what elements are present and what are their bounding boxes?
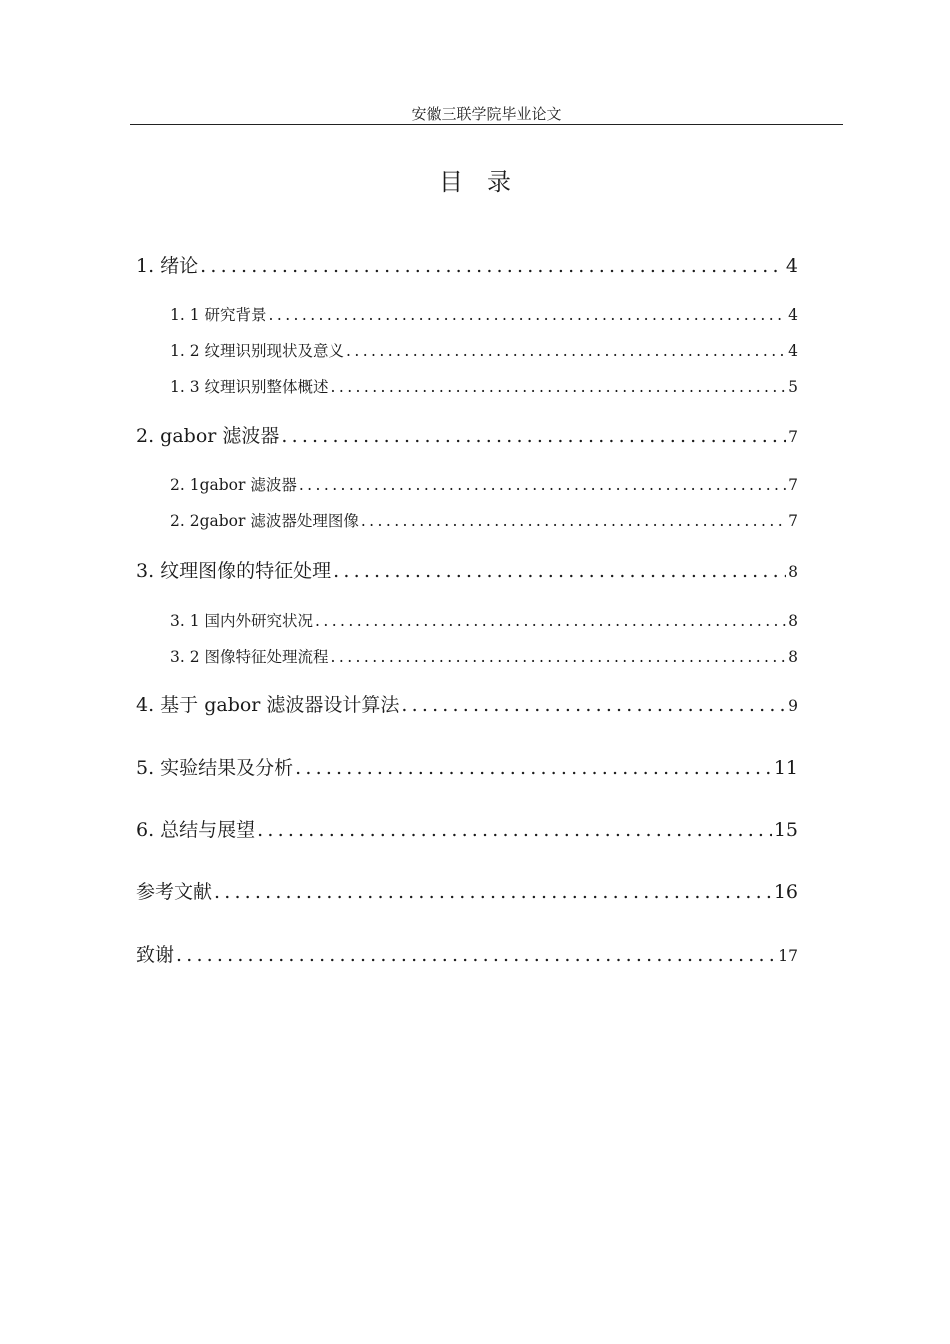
toc-dot-leader [331,375,787,399]
toc-page-number: 7 [788,476,798,494]
toc-entry-references[interactable] [136,878,798,906]
toc-dot-leader [176,941,776,969]
page-header: 安徽三联学院毕业论文 [411,105,562,123]
toc-entry-text: 6. 总结与展望 [136,819,256,841]
toc-entry-text: 3. 1 国内外研究状况 [170,612,314,630]
toc-page-number: 8 [788,648,798,666]
toc-entry-text: 4. 基于 gabor 滤波器设计算法 [136,694,400,716]
toc-entry-text: 2. gabor 滤波器 [136,425,280,447]
toc-dot-leader [361,509,786,533]
toc-entry-overview[interactable] [170,375,798,399]
toc-page-number: 8 [788,612,798,630]
toc-entry-acknowledgements[interactable] [136,941,798,969]
toc-entry-status-significance[interactable] [170,339,798,363]
toc-dot-leader [269,303,787,327]
toc-dot-leader [200,252,784,280]
toc-dot-leader [299,473,786,497]
toc-dot-leader [295,754,772,782]
toc-entry-text: 3. 2 图像特征处理流程 [170,648,329,666]
toc-dot-leader [401,691,786,719]
toc-entry-gabor-filter[interactable] [136,422,798,450]
toc-entry-experiment-results[interactable] [136,754,798,782]
toc-page-number: 7 [788,428,798,446]
toc-page-number: 5 [788,378,798,396]
toc-entry-research-background[interactable] [170,303,798,327]
toc-entry-text: 1. 1 研究背景 [170,306,267,324]
toc-page-number: 16 [773,881,798,903]
toc-page-number: 8 [788,563,798,581]
toc-page-number: 7 [788,512,798,530]
toc-entry-text: 1. 3 纹理识别整体概述 [170,378,329,396]
toc-dot-leader [315,609,786,633]
toc-entry-research-status[interactable] [170,609,798,633]
toc-entry-summary-outlook[interactable] [136,816,798,844]
toc-page-number: 15 [773,819,798,841]
toc-entry-text: 2. 1gabor 滤波器 [170,476,297,494]
toc-entry-feature-processing[interactable] [136,557,798,585]
toc-entry-text: 致谢 [136,944,175,966]
toc-entry-text: 1. 绪论 [136,255,199,277]
toc-page-number: 17 [778,947,798,965]
toc-dot-leader [331,645,787,669]
toc-dot-leader [333,557,786,585]
toc-entry-text: 3. 纹理图像的特征处理 [136,560,332,582]
toc-page-number: 9 [788,697,798,715]
toc-dot-leader [214,878,772,906]
toc-page-number: 4 [785,255,798,277]
toc-entry-gabor-filter-sub[interactable] [170,473,798,497]
toc-entry-text: 参考文献 [136,881,213,903]
toc-dot-leader [346,339,786,363]
toc-entry-algorithm-design[interactable] [136,691,798,719]
toc-entry-gabor-image-processing[interactable] [170,509,798,533]
toc-entry-introduction[interactable] [136,252,798,280]
toc-page-number: 11 [773,757,798,779]
toc-entry-text: 2. 2gabor 滤波器处理图像 [170,512,359,530]
toc-page-number: 4 [788,342,798,360]
toc-entry-text: 5. 实验结果及分析 [136,757,294,779]
toc-title: 目录 [439,168,535,196]
toc-entry-feature-flow[interactable] [170,645,798,669]
toc-dot-leader [257,816,772,844]
toc-page-number: 4 [788,306,798,324]
toc-dot-leader [281,422,786,450]
toc-entry-text: 1. 2 纹理识别现状及意义 [170,342,345,360]
